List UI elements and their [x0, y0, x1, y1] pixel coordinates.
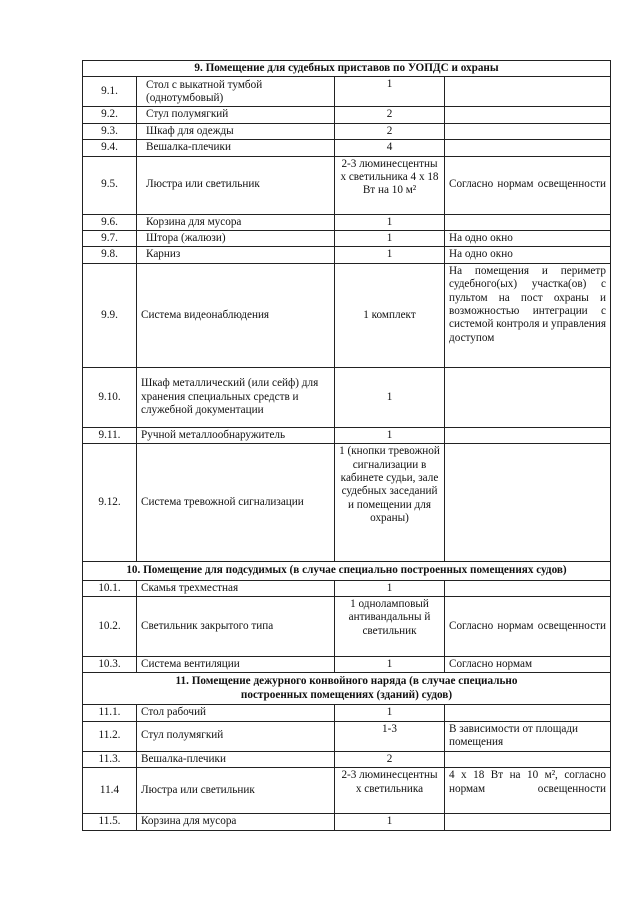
- row-number: 9.5.: [83, 156, 137, 214]
- table-row: [83, 657, 611, 673]
- row-number: 9.4.: [83, 140, 137, 156]
- row-note: В зависимости от площади помещения: [445, 721, 611, 751]
- row-item-name: Система видеонаблюдения: [137, 263, 335, 367]
- row-note: [445, 444, 611, 562]
- table-row: [83, 123, 611, 139]
- table-row: [83, 156, 611, 214]
- row-quantity: 2: [335, 123, 445, 139]
- row-quantity: 1: [335, 367, 445, 427]
- row-note: На помещения и периметр судебного(ых) участка(ов) с пультом на пост охраны и возможностью интеграции с системой контроля и управления доступом: [445, 263, 611, 367]
- table-row: [83, 427, 611, 443]
- row-number: 11.3.: [83, 751, 137, 767]
- row-number: 9.7.: [83, 231, 137, 247]
- row-note: [445, 580, 611, 596]
- equipment-table: [82, 60, 611, 831]
- table-row: [83, 231, 611, 247]
- row-item-name: Люстра или светильник: [137, 156, 335, 214]
- row-item-name: Корзина для мусора: [137, 214, 335, 230]
- row-quantity: 4: [335, 140, 445, 156]
- row-number: 9.10.: [83, 367, 137, 427]
- row-quantity: 2: [335, 107, 445, 123]
- row-number: 11.5.: [83, 814, 137, 830]
- table-row: [83, 214, 611, 230]
- row-quantity: 1: [335, 247, 445, 263]
- table-row: [83, 721, 611, 751]
- row-note: [445, 156, 611, 214]
- table-row: [83, 247, 611, 263]
- row-item-name: Стул полумягкий: [137, 107, 335, 123]
- row-number: 10.2.: [83, 597, 137, 657]
- row-note-text: 4 х 18 Вт на 10 м², согласно нормам освещенности: [449, 769, 606, 795]
- table-row: [83, 580, 611, 596]
- row-item-name: Ручной металлообнаружитель: [137, 427, 335, 443]
- row-quantity: 1 комплект: [335, 263, 445, 367]
- row-number: 9.9.: [83, 263, 137, 367]
- row-number: 9.3.: [83, 123, 137, 139]
- row-number: 9.2.: [83, 107, 137, 123]
- row-quantity: 1: [335, 814, 445, 830]
- table-row: [83, 597, 611, 657]
- row-item-name: Шкаф для одежды: [137, 123, 335, 139]
- section-title: 11. Помещение дежурного конвойного наряда (в случае специально построенных помещениях (зданий) судов): [83, 673, 611, 705]
- row-item-name: Вешалка-плечики: [137, 751, 335, 767]
- row-note: [445, 123, 611, 139]
- table-row: [83, 77, 611, 107]
- row-note: Согласно нормам: [445, 657, 611, 673]
- row-number: 10.1.: [83, 580, 137, 596]
- row-item-name: Люстра или светильник: [137, 768, 335, 814]
- section-header: [83, 61, 611, 77]
- row-note: [445, 367, 611, 427]
- row-quantity: 1: [335, 427, 445, 443]
- table-row: [83, 751, 611, 767]
- row-item-name: Стол рабочий: [137, 705, 335, 721]
- row-item-name: Система тревожной сигнализации: [137, 444, 335, 562]
- row-quantity: 1: [335, 77, 445, 107]
- row-number: 9.12.: [83, 444, 137, 562]
- row-number: 9.1.: [83, 77, 137, 107]
- row-quantity: 1-3: [335, 721, 445, 751]
- row-note: [445, 768, 611, 814]
- row-note: [445, 751, 611, 767]
- table-row: [83, 140, 611, 156]
- row-quantity: 2-3 люминесцентны х светильника 4 х 18 Вт на 10 м²: [335, 156, 445, 214]
- table-row: [83, 814, 611, 830]
- section-header: [83, 562, 611, 580]
- row-item-name: Система вентиляции: [137, 657, 335, 673]
- section-header: [83, 673, 611, 705]
- row-quantity: 1: [335, 657, 445, 673]
- row-quantity: 1: [335, 231, 445, 247]
- table-row: [83, 768, 611, 814]
- row-note-text: Согласно нормам освещенности: [449, 619, 606, 632]
- row-number: 10.3.: [83, 657, 137, 673]
- row-number: 11.2.: [83, 721, 137, 751]
- section-title: 9. Помещение для судебных приставов по УОПДС и охраны: [83, 61, 611, 77]
- row-number: 11.4: [83, 768, 137, 814]
- row-quantity: 1 (кнопки тревожной сигнализации в кабинете судьи, зале судебных заседаний и помещении для охраны): [335, 444, 445, 562]
- table-row: [83, 107, 611, 123]
- row-quantity: 1: [335, 214, 445, 230]
- row-note: [445, 107, 611, 123]
- row-quantity: 2: [335, 751, 445, 767]
- row-note-text: Согласно нормам освещенности: [449, 178, 606, 191]
- row-item-name: Штора (жалюзи): [137, 231, 335, 247]
- row-number: 11.1.: [83, 705, 137, 721]
- row-item-name: Светильник закрытого типа: [137, 597, 335, 657]
- row-note: На одно окно: [445, 231, 611, 247]
- row-quantity: 1: [335, 705, 445, 721]
- row-note: [445, 705, 611, 721]
- table-row: [83, 367, 611, 427]
- row-note: [445, 214, 611, 230]
- table-row: [83, 705, 611, 721]
- row-item-name: Вешалка-плечики: [137, 140, 335, 156]
- row-number: 9.8.: [83, 247, 137, 263]
- row-quantity: 1: [335, 580, 445, 596]
- row-note: [445, 814, 611, 830]
- row-item-name: Скамья трехместная: [137, 580, 335, 596]
- row-number: 9.11.: [83, 427, 137, 443]
- row-item-name: Стол с выкатной тумбой (однотумбовый): [137, 77, 335, 107]
- row-note: [445, 597, 611, 657]
- row-quantity: 2-3 люминесцентны х светильника: [335, 768, 445, 814]
- row-item-name: Шкаф металлический (или сейф) для хранения специальных средств и служебной документации: [137, 367, 335, 427]
- row-note: [445, 427, 611, 443]
- row-item-name: Карниз: [137, 247, 335, 263]
- row-quantity: 1 одноламповый антивандальны й светильник: [335, 597, 445, 657]
- table-row: [83, 263, 611, 367]
- row-note: На одно окно: [445, 247, 611, 263]
- row-note: [445, 140, 611, 156]
- row-number: 9.6.: [83, 214, 137, 230]
- row-item-name: Корзина для мусора: [137, 814, 335, 830]
- row-note: [445, 77, 611, 107]
- section-title: 10. Помещение для подсудимых (в случае специально построенных помещениях судов): [83, 562, 611, 580]
- table-row: [83, 444, 611, 562]
- row-item-name: Стул полумягкий: [137, 721, 335, 751]
